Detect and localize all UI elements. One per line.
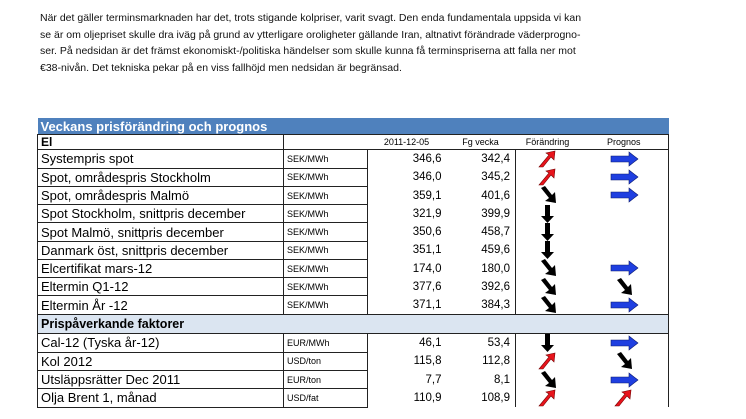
table-row (38, 241, 669, 259)
row-name: Olja Brent 1, månad (38, 389, 284, 407)
forecast-indicator (580, 389, 669, 407)
arrow-down-black-icon (533, 334, 563, 352)
arrow-right-blue-icon (608, 150, 640, 168)
arrow-up-right-red-icon (533, 150, 563, 168)
row-name: Kol 2012 (38, 352, 284, 370)
forecast-indicator (580, 296, 669, 315)
arrow-down-right-black-icon (533, 186, 563, 204)
row-unit: SEK/MWh (284, 223, 368, 241)
row-unit: SEK/MWh (284, 186, 368, 204)
row-prev: 8,1 (446, 371, 516, 389)
forecast-indicator (580, 259, 669, 277)
forecast-indicator (580, 150, 669, 169)
row-value: 174,0 (412, 262, 442, 275)
table-row (38, 168, 669, 186)
forecast-indicator (580, 223, 669, 241)
row-name: Elcertifikat mars-12 (38, 259, 284, 277)
section-row (38, 315, 669, 334)
row-prev: 342,4 (446, 150, 516, 169)
row-value: 321,9 (412, 207, 442, 220)
table-row (38, 389, 669, 407)
table-row (38, 334, 669, 353)
row-name: Danmark öst, snittpris december (38, 241, 284, 259)
change-indicator (516, 150, 580, 169)
table-title-row (38, 118, 669, 135)
arrow-right-blue-icon (608, 371, 640, 389)
section-el-label: El (38, 135, 284, 150)
row-value: 115,8 (413, 355, 442, 368)
row-prev: 401,6 (446, 186, 516, 204)
row-name: Spot, områdespris Malmö (38, 186, 284, 204)
intro-line: När det gäller terminsmarknaden har det, trots stigande kolpriser, varit svagt. Den enda fundamentala uppsida vi kan (40, 12, 582, 24)
change-indicator (516, 278, 580, 296)
row-name: Spot Malmö, snittpris december (38, 223, 284, 241)
section-factors-label: Prispåverkande faktorer (38, 315, 669, 334)
row-name: Utsläppsrätter Dec 2011 (38, 371, 284, 389)
intro-line: se är om oljepriset skulle dra iväg på grund av ytterligare oroligheter gällande Iran, altnativt förändrade väderprogno- (40, 28, 581, 41)
forecast-indicator (580, 278, 669, 296)
arrow-up-right-red-icon (533, 389, 563, 407)
arrow-right-blue-icon (608, 168, 640, 186)
row-value: 359,1 (412, 189, 442, 202)
row-value: 371,1 (412, 298, 442, 311)
row-unit: EUR/ton (284, 371, 368, 389)
row-prev: 458,7 (446, 223, 516, 241)
row-unit: SEK/MWh (284, 205, 368, 223)
row-name: Spot, områdespris Stockholm (38, 168, 284, 186)
row-unit: SEK/MWh (284, 296, 368, 315)
row-name: Spot Stockholm, snittpris december (38, 205, 284, 223)
arrow-up-right-red-icon (533, 352, 563, 370)
row-prev: 399,9 (446, 205, 516, 223)
row-prev: 180,0 (446, 259, 516, 277)
arrow-down-right-black-icon (533, 371, 563, 389)
row-unit: SEK/MWh (284, 150, 368, 169)
arrow-down-black-icon (533, 241, 563, 259)
row-unit: SEK/MWh (284, 259, 368, 277)
arrow-down-right-black-icon (533, 296, 563, 314)
arrow-right-blue-icon (608, 296, 640, 314)
change-indicator (516, 223, 580, 241)
row-value: 350,6 (412, 226, 442, 239)
row-name: Cal-12 (Tyska år-12) (38, 334, 284, 353)
row-name: Eltermin År -12 (38, 296, 284, 315)
row-value: 346,0 (412, 171, 442, 184)
change-indicator (516, 186, 580, 204)
row-value: 377,6 (412, 280, 442, 293)
row-value: 46,1 (419, 337, 442, 350)
change-indicator (516, 371, 580, 389)
arrow-right-blue-icon (608, 334, 640, 352)
table-row (38, 278, 669, 296)
arrow-down-right-black-icon (533, 259, 563, 277)
forecast-indicator (580, 205, 669, 223)
table-row (38, 150, 669, 169)
row-prev: 112,8 (446, 352, 516, 370)
table-title: Veckans prisförändring och prognos (38, 118, 669, 135)
arrow-down-right-black-icon (609, 278, 639, 296)
change-indicator (516, 296, 580, 315)
row-value: 110,9 (413, 391, 442, 404)
forecast-indicator (580, 186, 669, 204)
table-header-row (38, 135, 669, 150)
column-forecast: Prognos (580, 135, 669, 150)
row-value: 346,6 (412, 153, 442, 166)
row-unit: SEK/MWh (284, 278, 368, 296)
row-unit: SEK/MWh (284, 241, 368, 259)
row-prev: 392,6 (446, 278, 516, 296)
arrow-up-right-red-icon (533, 168, 563, 186)
forecast-indicator (580, 168, 669, 186)
table-row (38, 371, 669, 389)
row-value: 7,7 (425, 373, 442, 386)
column-change: Förändring (516, 135, 580, 150)
row-prev: 53,4 (446, 334, 516, 353)
row-prev: 384,3 (446, 296, 516, 315)
row-value: 351,1 (412, 244, 442, 257)
arrow-down-black-icon (533, 205, 563, 223)
column-prev: Fg vecka (446, 135, 516, 150)
row-name: Systempris spot (38, 150, 284, 169)
row-prev: 459,6 (446, 241, 516, 259)
arrow-right-blue-icon (608, 259, 640, 277)
change-indicator (516, 352, 580, 370)
arrow-down-black-icon (533, 223, 563, 241)
arrow-down-right-black-icon (533, 278, 563, 296)
intro-text (40, 10, 730, 76)
forecast-indicator (580, 371, 669, 389)
change-indicator (516, 168, 580, 186)
table-row (38, 205, 669, 223)
change-indicator (516, 334, 580, 353)
change-indicator (516, 241, 580, 259)
table-row (38, 296, 669, 315)
table-row (38, 186, 669, 204)
row-prev: 108,9 (446, 389, 516, 407)
price-table (37, 118, 669, 408)
row-prev: 345,2 (446, 168, 516, 186)
intro-line: €38-nivån. Det tekniska pekar på en viss fallhöjd men nedsidan är begränsad. (40, 61, 402, 74)
table-row (38, 259, 669, 277)
change-indicator (516, 205, 580, 223)
arrow-up-right-red-icon (609, 389, 639, 407)
row-unit: USD/fat (284, 389, 368, 407)
change-indicator (516, 259, 580, 277)
forecast-indicator (580, 241, 669, 259)
intro-line: ser. På nedsidan är det främst ekonomiskt-/politiska händelser som skulle kunna få terminspriserna att falla ner mot (40, 45, 576, 58)
row-unit: SEK/MWh (284, 168, 368, 186)
row-name: Eltermin Q1-12 (38, 278, 284, 296)
row-unit: USD/ton (284, 352, 368, 370)
forecast-indicator (580, 352, 669, 370)
row-unit: EUR/MWh (284, 334, 368, 353)
change-indicator (516, 389, 580, 407)
table-row (38, 352, 669, 370)
column-date: 2011-12-05 (368, 135, 446, 150)
arrow-right-blue-icon (608, 186, 640, 204)
arrow-down-right-black-icon (609, 352, 639, 370)
forecast-indicator (580, 334, 669, 353)
table-row (38, 223, 669, 241)
